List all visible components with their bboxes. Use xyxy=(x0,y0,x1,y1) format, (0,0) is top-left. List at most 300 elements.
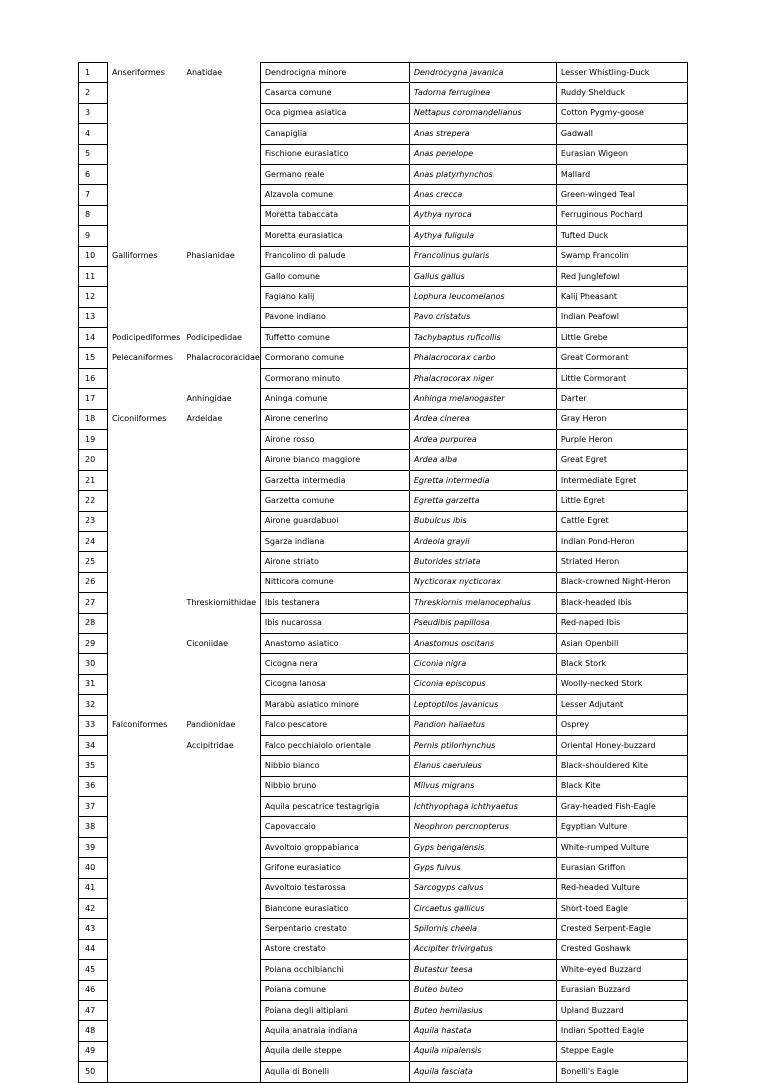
table-row xyxy=(79,756,688,776)
order-cell xyxy=(108,654,183,674)
scientific-name-cell: Ciconia nigra xyxy=(409,654,556,674)
family-cell xyxy=(183,531,261,551)
table-row xyxy=(79,266,688,286)
order-cell: Ciconiiformes xyxy=(112,414,167,424)
family-cell: Accipitridae xyxy=(183,735,261,755)
scientific-name-cell: Leptoptilos javanicus xyxy=(409,695,556,715)
row-number: 30 xyxy=(79,654,108,674)
order-cell xyxy=(108,1041,183,1061)
english-name-cell: Green-winged Teal xyxy=(556,185,687,205)
family-cell: Anatidae xyxy=(183,63,261,83)
table-row xyxy=(79,1021,688,1041)
order-cell xyxy=(108,674,183,694)
scientific-name-cell: Aquila nipalensis xyxy=(409,1041,556,1061)
english-name-cell: Ferruginous Pochard xyxy=(556,205,687,225)
scientific-name-cell: Aythya nyroca xyxy=(409,205,556,225)
order-cell xyxy=(108,552,183,572)
row-number: 42 xyxy=(79,899,108,919)
family-cell: Podicipedidae xyxy=(183,328,261,348)
english-name-cell: Red-headed Vulture xyxy=(556,878,687,898)
table-row xyxy=(79,899,688,919)
family-cell xyxy=(183,307,261,327)
family-cell xyxy=(183,695,261,715)
family-cell xyxy=(183,552,261,572)
family-cell xyxy=(183,103,261,123)
order-cell xyxy=(108,389,183,409)
table-row xyxy=(79,124,688,144)
italian-name-cell: Cormorano comune xyxy=(260,348,409,368)
order-cell xyxy=(108,368,183,388)
order-cell xyxy=(108,83,183,103)
order-cell xyxy=(108,1021,183,1041)
row-number: 4 xyxy=(79,124,108,144)
table-row xyxy=(79,1062,688,1082)
english-name-cell: Black-crowned Night-Heron xyxy=(556,572,687,592)
table-row xyxy=(79,552,688,572)
table-row xyxy=(79,735,688,755)
order-cell xyxy=(108,266,183,286)
english-name-cell: White-eyed Buzzard xyxy=(556,960,687,980)
row-number: 23 xyxy=(79,511,108,531)
table-row xyxy=(79,674,688,694)
english-name-cell: Great Egret xyxy=(556,450,687,470)
italian-name-cell: Falco pecchiaiolo orientale xyxy=(260,735,409,755)
italian-name-cell: Grifone eurasiatico xyxy=(260,858,409,878)
table-row xyxy=(79,797,688,817)
table-row xyxy=(79,858,688,878)
scientific-name-cell: Dendrocygna javanica xyxy=(409,63,556,83)
english-name-cell: White-rumped Vulture xyxy=(556,837,687,857)
scientific-name-cell: Ciconia episcopus xyxy=(409,674,556,694)
italian-name-cell: Cicogna nera xyxy=(260,654,409,674)
italian-name-cell: Airone guardabuoi xyxy=(260,511,409,531)
italian-name-cell: Aninga comune xyxy=(260,389,409,409)
italian-name-cell: Ibis testanera xyxy=(260,593,409,613)
row-number: 46 xyxy=(79,980,108,1000)
order-cell xyxy=(108,919,183,939)
table-row xyxy=(79,960,688,980)
english-name-cell: Little Egret xyxy=(556,491,687,511)
order-cell xyxy=(108,939,183,959)
italian-name-cell: Fischione eurasiatico xyxy=(260,144,409,164)
italian-name-cell: Tuffetto comune xyxy=(260,328,409,348)
table-row xyxy=(79,205,688,225)
row-number: 29 xyxy=(79,633,108,653)
family-cell: Phalacrocoracidae xyxy=(183,348,261,368)
scientific-name-cell: Spilornis cheela xyxy=(409,919,556,939)
row-number: 20 xyxy=(79,450,108,470)
english-name-cell: Striated Heron xyxy=(556,552,687,572)
order-cell xyxy=(108,1062,183,1082)
english-name-cell: Asian Openbill xyxy=(556,633,687,653)
row-number: 26 xyxy=(79,572,108,592)
table-row xyxy=(79,63,688,83)
family-cell xyxy=(183,450,261,470)
italian-name-cell: Capovaccaio xyxy=(260,817,409,837)
english-name-cell: Gadwall xyxy=(556,124,687,144)
english-name-cell: Black-shouldered Kite xyxy=(556,756,687,776)
family-cell xyxy=(183,1021,261,1041)
order-cell xyxy=(108,103,183,123)
italian-name-cell: Avvoltoio groppabianca xyxy=(260,837,409,857)
italian-name-cell: Airone bianco maggiore xyxy=(260,450,409,470)
order-cell xyxy=(108,878,183,898)
english-name-cell: Upland Buzzard xyxy=(556,1000,687,1020)
row-number: 45 xyxy=(79,960,108,980)
table-row xyxy=(79,226,688,246)
row-number: 31 xyxy=(79,674,108,694)
italian-name-cell: Ibis nucarossa xyxy=(260,613,409,633)
english-name-cell: Black Stork xyxy=(556,654,687,674)
italian-name-cell: Avvoltoio testarossa xyxy=(260,878,409,898)
table-row xyxy=(79,633,688,653)
row-number: 11 xyxy=(79,266,108,286)
table-row xyxy=(79,164,688,184)
scientific-name-cell: Lophura leucomelanos xyxy=(409,287,556,307)
row-number: 48 xyxy=(79,1021,108,1041)
italian-name-cell: Airone striato xyxy=(260,552,409,572)
table-row xyxy=(79,776,688,796)
table-row xyxy=(79,939,688,959)
row-number: 3 xyxy=(79,103,108,123)
order-cell xyxy=(108,593,183,613)
row-number: 14 xyxy=(79,328,108,348)
family-cell xyxy=(183,756,261,776)
family-cell xyxy=(183,205,261,225)
italian-name-cell: Aquila pescatrice testagrigia xyxy=(260,797,409,817)
english-name-cell: Eurasian Buzzard xyxy=(556,980,687,1000)
italian-name-cell: Aquila delle steppe xyxy=(260,1041,409,1061)
family-cell xyxy=(183,266,261,286)
row-number: 33 xyxy=(79,715,108,735)
english-name-cell: Short-toed Eagle xyxy=(556,899,687,919)
italian-name-cell: Aquila di Bonelli xyxy=(260,1062,409,1082)
family-cell xyxy=(183,837,261,857)
english-name-cell: Lesser Whistling-Duck xyxy=(556,63,687,83)
english-name-cell: Red Junglefowl xyxy=(556,266,687,286)
table-row xyxy=(79,409,688,429)
table-row xyxy=(79,368,688,388)
scientific-name-cell: Phalacrocorax niger xyxy=(409,368,556,388)
row-number: 15 xyxy=(79,348,108,368)
family-cell xyxy=(183,797,261,817)
table-row xyxy=(79,817,688,837)
italian-name-cell: Gallo comune xyxy=(260,266,409,286)
row-number: 44 xyxy=(79,939,108,959)
order-cell xyxy=(108,226,183,246)
italian-name-cell: Moretta eurasiatica xyxy=(260,226,409,246)
scientific-name-cell: Aquila hastata xyxy=(409,1021,556,1041)
order-cell xyxy=(108,491,183,511)
row-number: 22 xyxy=(79,491,108,511)
scientific-name-cell: Bubulcus ibis xyxy=(409,511,556,531)
family-cell xyxy=(183,878,261,898)
scientific-name-cell: Egretta garzetta xyxy=(409,491,556,511)
scientific-name-cell: Anastomus oscitans xyxy=(409,633,556,653)
table-row xyxy=(79,185,688,205)
table-row xyxy=(79,654,688,674)
english-name-cell: Eurasian Griffon xyxy=(556,858,687,878)
scientific-name-cell: Nycticorax nycticorax xyxy=(409,572,556,592)
english-name-cell: Black Kite xyxy=(556,776,687,796)
row-number: 25 xyxy=(79,552,108,572)
order-cell: Podicipediformes xyxy=(112,332,181,342)
order-cell xyxy=(108,776,183,796)
scientific-name-cell: Sarcogyps calvus xyxy=(409,878,556,898)
family-cell xyxy=(183,491,261,511)
row-number: 5 xyxy=(79,144,108,164)
table-row xyxy=(79,980,688,1000)
scientific-name-cell: Pavo cristatus xyxy=(409,307,556,327)
italian-name-cell: Fagiano kalij xyxy=(260,287,409,307)
italian-name-cell: Biancone eurasiatico xyxy=(260,899,409,919)
scientific-name-cell: Threskiornis melanocephalus xyxy=(409,593,556,613)
family-cell xyxy=(183,674,261,694)
table-row xyxy=(79,470,688,490)
order-cell xyxy=(108,572,183,592)
table-row xyxy=(79,715,688,735)
italian-name-cell: Poiana degli altipiani xyxy=(260,1000,409,1020)
italian-name-cell: Anastomo asiatico xyxy=(260,633,409,653)
scientific-name-cell: Ardea alba xyxy=(409,450,556,470)
italian-name-cell: Airone rosso xyxy=(260,430,409,450)
english-name-cell: Cotton Pygmy-goose xyxy=(556,103,687,123)
row-number: 12 xyxy=(79,287,108,307)
order-cell xyxy=(108,899,183,919)
table-row xyxy=(79,348,688,368)
english-name-cell: Lesser Adjutant xyxy=(556,695,687,715)
italian-name-cell: Dendrocigna minore xyxy=(260,63,409,83)
english-name-cell: Cattle Egret xyxy=(556,511,687,531)
english-name-cell: Great Cormorant xyxy=(556,348,687,368)
english-name-cell: Gray Heron xyxy=(556,409,687,429)
family-cell: Pandionidae xyxy=(183,715,261,735)
family-cell xyxy=(183,164,261,184)
scientific-name-cell: Elanus caeruleus xyxy=(409,756,556,776)
family-cell xyxy=(183,124,261,144)
scientific-name-cell: Ardeola grayii xyxy=(409,531,556,551)
scientific-name-cell: Phalacrocorax carbo xyxy=(409,348,556,368)
english-name-cell: Steppe Eagle xyxy=(556,1041,687,1061)
table-row xyxy=(79,103,688,123)
scientific-name-cell: Butastur teesa xyxy=(409,960,556,980)
order-cell xyxy=(108,633,183,653)
row-number: 28 xyxy=(79,613,108,633)
row-number: 38 xyxy=(79,817,108,837)
table-row xyxy=(79,837,688,857)
scientific-name-cell: Butorides striata xyxy=(409,552,556,572)
italian-name-cell: Francolino di palude xyxy=(260,246,409,266)
italian-name-cell: Garzetta intermedia xyxy=(260,470,409,490)
scientific-name-cell: Nettapus coromandelianus xyxy=(409,103,556,123)
family-cell xyxy=(183,1000,261,1020)
order-cell xyxy=(108,695,183,715)
table-row xyxy=(79,572,688,592)
row-number: 41 xyxy=(79,878,108,898)
italian-name-cell: Nibbio bianco xyxy=(260,756,409,776)
row-number: 18 xyxy=(79,409,108,429)
family-cell xyxy=(183,980,261,1000)
row-number: 39 xyxy=(79,837,108,857)
english-name-cell: Kalij Pheasant xyxy=(556,287,687,307)
row-number: 35 xyxy=(79,756,108,776)
english-name-cell: Crested Serpent-Eagle xyxy=(556,919,687,939)
english-name-cell: Mallard xyxy=(556,164,687,184)
scientific-name-cell: Gallus gallus xyxy=(409,266,556,286)
order-cell xyxy=(108,756,183,776)
table-row xyxy=(79,83,688,103)
order-cell xyxy=(108,470,183,490)
italian-name-cell: Cormorano minuto xyxy=(260,368,409,388)
family-cell: Ciconiidae xyxy=(183,633,261,653)
table-row xyxy=(79,389,688,409)
order-cell xyxy=(108,287,183,307)
scientific-name-cell: Pseudibis papillosa xyxy=(409,613,556,633)
table-row xyxy=(79,246,688,266)
row-number: 49 xyxy=(79,1041,108,1061)
family-cell xyxy=(183,1041,261,1061)
order-cell xyxy=(108,817,183,837)
english-name-cell: Intermediate Egret xyxy=(556,470,687,490)
order-cell xyxy=(108,837,183,857)
italian-name-cell: Poiana comune xyxy=(260,980,409,1000)
scientific-name-cell: Milvus migrans xyxy=(409,776,556,796)
row-number: 40 xyxy=(79,858,108,878)
scientific-name-cell: Anas penelope xyxy=(409,144,556,164)
english-name-cell: Red-naped Ibis xyxy=(556,613,687,633)
family-cell xyxy=(183,368,261,388)
italian-name-cell: Sgarza indiana xyxy=(260,531,409,551)
order-cell xyxy=(108,164,183,184)
table-row xyxy=(79,593,688,613)
scientific-name-cell: Egretta intermedia xyxy=(409,470,556,490)
row-number: 50 xyxy=(79,1062,108,1082)
scientific-name-cell: Pernis ptilorhynchus xyxy=(409,735,556,755)
row-number: 2 xyxy=(79,83,108,103)
family-cell: Anhingidae xyxy=(183,389,261,409)
row-number: 7 xyxy=(79,185,108,205)
table-row xyxy=(79,307,688,327)
english-name-cell: Gray-headed Fish-Eagle xyxy=(556,797,687,817)
italian-name-cell: Moretta tabaccata xyxy=(260,205,409,225)
italian-name-cell: Serpentario crestato xyxy=(260,919,409,939)
family-cell xyxy=(183,776,261,796)
table-row xyxy=(79,878,688,898)
row-number: 10 xyxy=(79,246,108,266)
italian-name-cell: Pavone indiano xyxy=(260,307,409,327)
order-cell xyxy=(108,511,183,531)
row-number: 17 xyxy=(79,389,108,409)
table-row xyxy=(79,919,688,939)
family-cell xyxy=(183,960,261,980)
english-name-cell: Eurasian Wigeon xyxy=(556,144,687,164)
italian-name-cell: Nibbio bruno xyxy=(260,776,409,796)
scientific-name-cell: Gyps fulvus xyxy=(409,858,556,878)
row-number: 34 xyxy=(79,735,108,755)
order-cell xyxy=(108,1000,183,1020)
order-cell xyxy=(108,735,183,755)
italian-name-cell: Garzetta comune xyxy=(260,491,409,511)
italian-name-cell: Marabù asiatico minore xyxy=(260,695,409,715)
italian-name-cell: Cicogna lanosa xyxy=(260,674,409,694)
english-name-cell: Little Cormorant xyxy=(556,368,687,388)
scientific-name-cell: Tachybaptus ruficollis xyxy=(409,328,556,348)
italian-name-cell: Poiana occhibianchi xyxy=(260,960,409,980)
row-number: 16 xyxy=(79,368,108,388)
family-cell xyxy=(183,185,261,205)
scientific-name-cell: Circaetus gallicus xyxy=(409,899,556,919)
row-number: 24 xyxy=(79,531,108,551)
english-name-cell: Bonelli's Eagle xyxy=(556,1062,687,1082)
english-name-cell: Indian Peafowl xyxy=(556,307,687,327)
family-cell xyxy=(183,470,261,490)
english-name-cell: Egyptian Vulture xyxy=(556,817,687,837)
english-name-cell: Purple Heron xyxy=(556,430,687,450)
table-row xyxy=(79,1041,688,1061)
scientific-name-cell: Anhinga melanogaster xyxy=(409,389,556,409)
scientific-name-cell: Pandion haliaetus xyxy=(409,715,556,735)
family-cell xyxy=(183,613,261,633)
family-cell xyxy=(183,226,261,246)
italian-name-cell: Airone cenerino xyxy=(260,409,409,429)
italian-name-cell: Casarca comune xyxy=(260,83,409,103)
scientific-name-cell: Ardea purpurea xyxy=(409,430,556,450)
scientific-name-cell: Tadorna ferruginea xyxy=(409,83,556,103)
family-cell xyxy=(183,939,261,959)
order-cell xyxy=(108,980,183,1000)
english-name-cell: Swamp Francolin xyxy=(556,246,687,266)
english-name-cell: Osprey xyxy=(556,715,687,735)
family-cell: Ardeidae xyxy=(183,409,261,429)
order-cell xyxy=(108,307,183,327)
scientific-name-cell: Anas platyrhynchos xyxy=(409,164,556,184)
english-name-cell: Darter xyxy=(556,389,687,409)
row-number: 43 xyxy=(79,919,108,939)
scientific-name-cell: Buteo buteo xyxy=(409,980,556,1000)
order-cell xyxy=(108,797,183,817)
order-cell xyxy=(108,430,183,450)
english-name-cell: Woolly-necked Stork xyxy=(556,674,687,694)
family-cell xyxy=(183,430,261,450)
scientific-name-cell: Accipiter trivirgatus xyxy=(409,939,556,959)
scientific-name-cell: Neophron percnopterus xyxy=(409,817,556,837)
family-cell: Phasianidae xyxy=(183,246,261,266)
italian-name-cell: Germano reale xyxy=(260,164,409,184)
italian-name-cell: Canapiglia xyxy=(260,124,409,144)
row-number: 1 xyxy=(79,63,108,83)
scientific-name-cell: Ardea cinerea xyxy=(409,409,556,429)
family-cell xyxy=(183,654,261,674)
order-cell: Falconiformes xyxy=(112,720,168,730)
order-cell: Galliformes xyxy=(112,251,158,261)
row-number: 6 xyxy=(79,164,108,184)
table-row xyxy=(79,430,688,450)
row-number: 21 xyxy=(79,470,108,490)
order-cell: Anseriformes xyxy=(112,67,165,77)
order-cell xyxy=(108,185,183,205)
english-name-cell: Tufted Duck xyxy=(556,226,687,246)
family-cell xyxy=(183,511,261,531)
english-name-cell: Black-headed Ibis xyxy=(556,593,687,613)
family-cell xyxy=(183,572,261,592)
scientific-name-cell: Gyps bengalensis xyxy=(409,837,556,857)
scientific-name-cell: Buteo hemilasius xyxy=(409,1000,556,1020)
order-cell xyxy=(108,960,183,980)
row-number: 19 xyxy=(79,430,108,450)
table-row xyxy=(79,695,688,715)
table-row xyxy=(79,144,688,164)
english-name-cell: Crested Goshawk xyxy=(556,939,687,959)
